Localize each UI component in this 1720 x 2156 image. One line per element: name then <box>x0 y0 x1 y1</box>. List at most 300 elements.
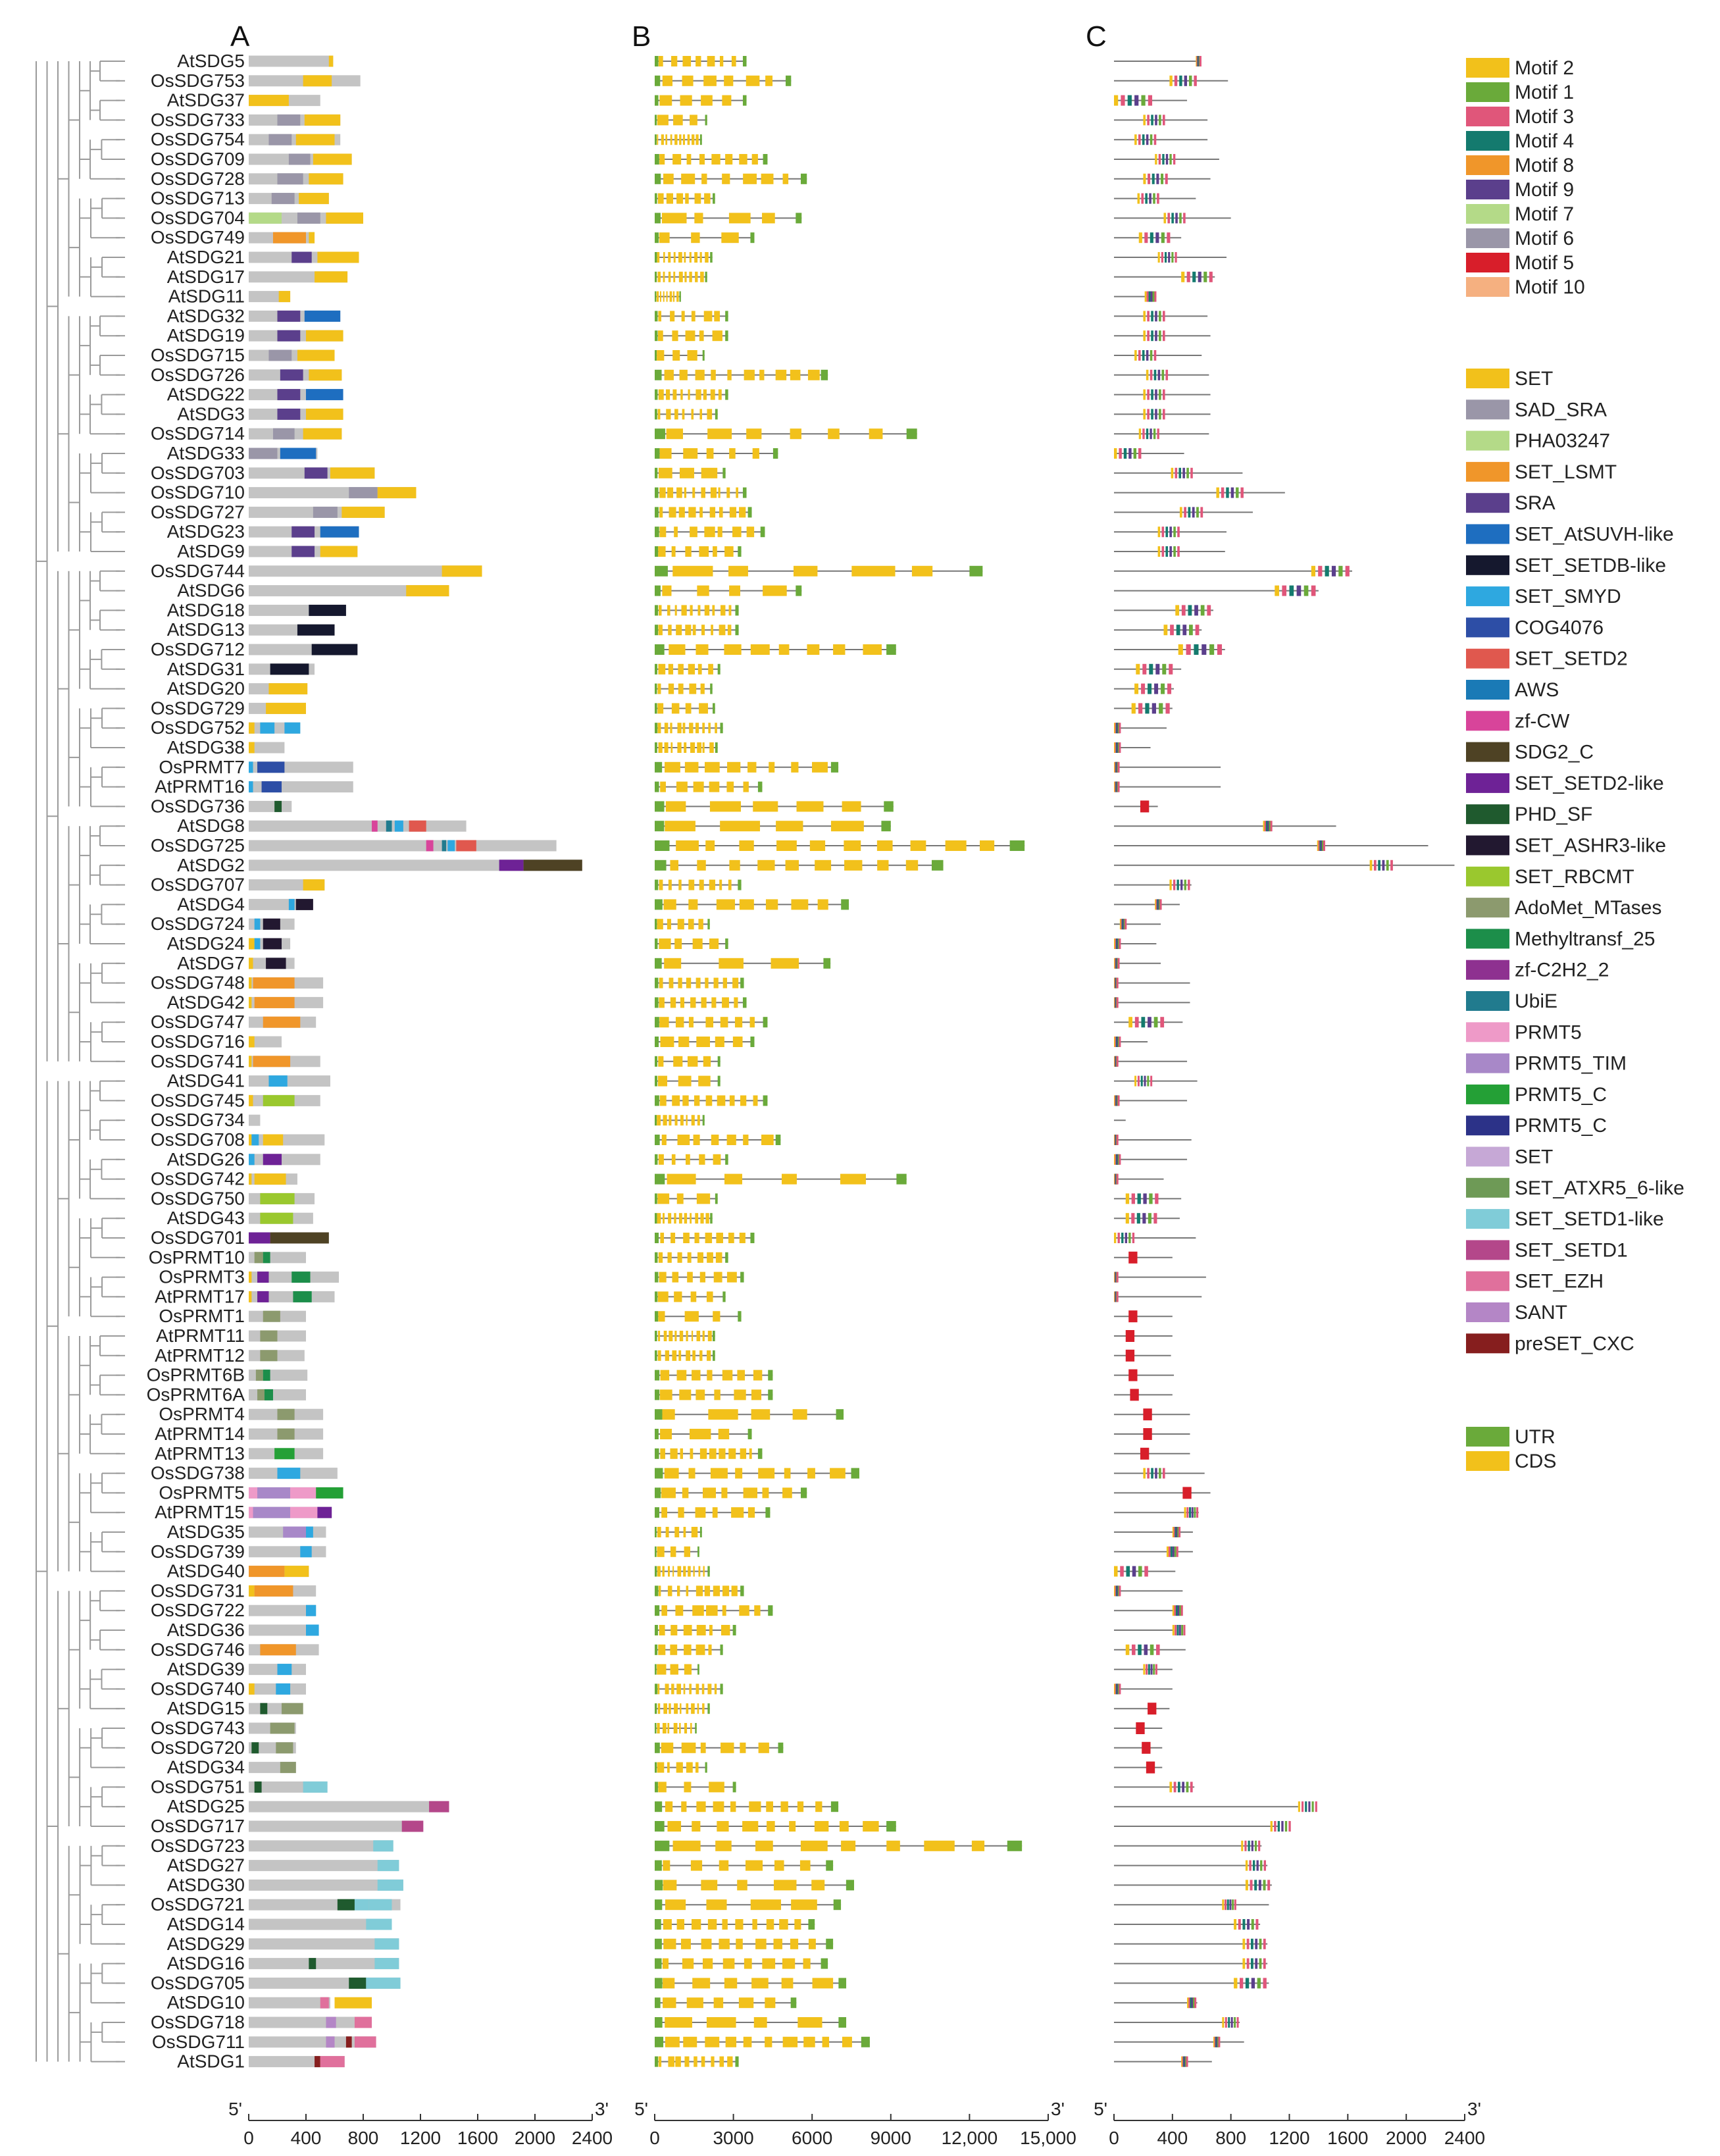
cds-block <box>729 213 751 223</box>
cds-block <box>701 95 713 106</box>
cds-block <box>696 1801 705 1812</box>
cds-block <box>672 1095 680 1106</box>
motif-block <box>1246 1861 1248 1871</box>
motif-block <box>1281 1821 1283 1832</box>
domain-block <box>447 840 455 852</box>
motif-block <box>1253 1861 1255 1871</box>
motif-block <box>1143 1193 1146 1204</box>
domain-swatch <box>1466 1054 1509 1073</box>
utr-block <box>705 115 707 125</box>
cds-block <box>863 644 882 655</box>
utr-block <box>907 428 917 439</box>
utr-block <box>655 468 657 478</box>
cds-block <box>673 1056 682 1067</box>
cds-block <box>774 1880 796 1890</box>
cds-block <box>666 1527 669 1537</box>
utr-block <box>721 1683 723 1694</box>
cds-block <box>669 644 685 655</box>
protein-bar <box>249 1821 411 1832</box>
cds-block <box>699 154 705 165</box>
cds-block <box>702 1703 704 1714</box>
cds-block <box>701 174 707 184</box>
legend <box>1466 57 1684 1472</box>
utr-block <box>705 272 707 282</box>
cds-block <box>786 860 799 871</box>
cds-block <box>716 1233 723 1243</box>
utr-block <box>748 1429 752 1439</box>
motif-swatch <box>1466 58 1509 78</box>
motif-block <box>1114 1233 1116 1243</box>
gene-label: AtSDG5 <box>177 51 245 71</box>
cds-block <box>713 1154 721 1165</box>
motif-block <box>1285 1821 1287 1832</box>
motif-block <box>1248 1841 1250 1851</box>
motif-block <box>1119 1683 1121 1694</box>
cds-block <box>657 1566 661 1577</box>
utr-block <box>715 742 718 753</box>
cds-block <box>705 1213 709 1223</box>
motif-block <box>1304 586 1309 596</box>
cds-block <box>728 1233 734 1243</box>
cds-block <box>782 1959 795 1969</box>
domain-block <box>315 271 347 282</box>
motif-block <box>1134 134 1137 145</box>
cds-block <box>665 134 667 145</box>
cds-block <box>684 1547 690 1557</box>
cds-block <box>807 1468 815 1479</box>
cds-block <box>688 664 695 675</box>
gene-tick-label: 3000 <box>713 2128 754 2148</box>
domain-swatch <box>1466 1147 1509 1167</box>
cds-block <box>708 664 713 675</box>
motif-block <box>1117 1135 1119 1145</box>
cds-block <box>682 76 694 86</box>
cds-block <box>753 1370 762 1381</box>
cds-block <box>686 330 696 341</box>
utr-block <box>722 1291 725 1302</box>
domain-block <box>296 134 335 145</box>
utr-block <box>655 723 657 733</box>
motif-block <box>1138 1645 1142 1655</box>
cds-block <box>912 566 932 577</box>
cds-block <box>813 1978 834 1988</box>
motif-block <box>1124 448 1126 459</box>
cds-block <box>676 1762 683 1773</box>
utr-block <box>655 428 665 439</box>
cds-block <box>671 56 677 66</box>
cds-block <box>696 723 699 733</box>
cds-block <box>678 880 681 890</box>
domain-block <box>273 232 306 244</box>
motif-block <box>1160 899 1162 910</box>
utr-block <box>763 154 768 165</box>
motif-block <box>1121 95 1125 106</box>
utr-block <box>758 1449 763 1459</box>
domain-block <box>260 1193 294 1204</box>
motif-block <box>1234 1978 1237 1988</box>
motif-block <box>1282 586 1286 596</box>
domain-block <box>251 1135 259 1146</box>
cds-block <box>721 605 725 615</box>
domain-block <box>306 1527 313 1538</box>
motif-block <box>1189 1507 1191 1518</box>
utr-block <box>655 919 657 929</box>
utr-block <box>655 330 657 341</box>
domain-block <box>270 1233 329 1244</box>
domain-legend-label: SDG2_C <box>1515 741 1594 763</box>
motif-block <box>1297 586 1302 596</box>
panel-label-b: B <box>632 20 651 53</box>
utr-block <box>776 1135 781 1145</box>
protein-bar <box>249 1135 324 1146</box>
motif-block <box>1154 134 1157 145</box>
cds-block <box>674 1527 679 1537</box>
motif-block <box>1153 1664 1155 1675</box>
cds-block <box>696 978 701 988</box>
domain-block <box>309 1958 316 1969</box>
motif-block <box>1143 115 1146 125</box>
gene-label: OsSDG751 <box>150 1776 245 1797</box>
cds-block <box>657 1664 666 1675</box>
cds-block <box>743 174 757 184</box>
cds-block <box>697 1703 699 1714</box>
utr-block <box>655 644 665 655</box>
domain-block <box>253 1056 291 1067</box>
motif-block <box>1260 1861 1262 1871</box>
motif-block <box>1229 1899 1231 1910</box>
domain-block <box>320 526 359 538</box>
motif-block <box>1141 1017 1145 1027</box>
domain-legend-label: SET_LSMT <box>1515 461 1617 483</box>
gene-label: OsPRMT7 <box>159 756 245 777</box>
utr-block <box>733 1782 736 1792</box>
motif-block <box>1246 1978 1249 1988</box>
motif-block <box>1169 880 1171 890</box>
cds-block <box>684 1723 687 1733</box>
utr-block <box>735 625 738 635</box>
gene-label: AtPRMT14 <box>155 1424 245 1444</box>
motif-block <box>1338 566 1342 577</box>
domain-legend-label: SRA <box>1515 492 1556 515</box>
cds-block <box>690 1429 711 1439</box>
gene-label: OsSDG747 <box>150 1012 245 1033</box>
utr-block <box>655 193 657 204</box>
cds-block <box>698 664 702 675</box>
gene-label: OsSDG709 <box>150 149 245 169</box>
cds-block <box>790 370 801 380</box>
motif-block <box>1242 1919 1245 1930</box>
domain-block <box>330 467 374 478</box>
utr-block <box>740 978 744 988</box>
motif-block <box>1201 605 1205 615</box>
cds-block <box>658 1645 665 1655</box>
cds-block <box>657 272 661 282</box>
cds-block <box>740 1233 746 1243</box>
cds-block <box>749 1449 752 1459</box>
motif-block <box>1128 448 1131 459</box>
motif-block <box>1152 703 1156 713</box>
motif-legend-label: Motif 10 <box>1515 276 1585 298</box>
motif-block <box>1188 880 1190 890</box>
cds-block <box>674 938 682 949</box>
cds-block <box>797 801 824 811</box>
gene-label: OsPRMT4 <box>159 1404 245 1425</box>
cds-block <box>658 664 665 675</box>
cds-block <box>690 605 693 615</box>
utr-block <box>743 56 747 66</box>
domain-block <box>260 723 274 734</box>
motif-block <box>1151 390 1153 400</box>
cds-block <box>779 1919 788 1930</box>
cds-block <box>840 1174 866 1185</box>
cds-block <box>659 1154 664 1165</box>
domain-block <box>303 879 325 890</box>
cds-block <box>692 1978 710 1988</box>
cds-block <box>659 1625 665 1635</box>
cds-block <box>711 1468 728 1479</box>
domain-swatch <box>1466 680 1509 700</box>
utr-block <box>861 2037 870 2047</box>
gene-label: OsPRMT10 <box>148 1246 245 1268</box>
utr-block <box>655 1233 659 1243</box>
cds-block <box>668 2057 674 2067</box>
motif-block <box>1176 1625 1178 1635</box>
utr-block <box>655 526 659 537</box>
motif-block <box>1194 76 1196 86</box>
cds-block <box>672 1154 676 1165</box>
cds-block <box>701 625 705 635</box>
domain-block <box>320 2056 345 2067</box>
utr-block <box>836 1409 844 1420</box>
motif-block <box>1173 1605 1175 1616</box>
cds-block <box>771 958 799 969</box>
motif-block <box>1346 566 1350 577</box>
utr-block <box>655 605 658 615</box>
cds-block <box>663 272 665 282</box>
cds-block <box>812 762 828 773</box>
domain-swatch <box>1466 960 1509 980</box>
utr-block <box>758 782 763 792</box>
utr-block <box>725 311 728 321</box>
cds-block <box>690 742 695 753</box>
motif-block <box>1271 821 1273 831</box>
cds-block <box>697 586 709 596</box>
cds-block <box>665 2017 692 2028</box>
motif-block <box>1171 1547 1173 1557</box>
cds-block <box>663 1115 667 1125</box>
domain-block <box>317 252 359 263</box>
motif-block <box>1142 350 1145 361</box>
motif-block <box>1150 1076 1152 1087</box>
utr-block <box>932 860 944 871</box>
cds-block <box>701 1939 712 1949</box>
cds-block <box>791 1899 817 1910</box>
gene-label: OsSDG733 <box>150 109 245 130</box>
cds-block <box>685 1311 699 1322</box>
cds-block <box>670 1449 677 1459</box>
cds-block <box>692 488 695 498</box>
domain-block <box>257 1291 268 1302</box>
gene-label: AtSDG6 <box>177 580 245 601</box>
gene-label: OsSDG704 <box>150 207 245 228</box>
cds-block <box>790 1939 798 1949</box>
cds-block <box>670 997 676 1008</box>
motif-tick-label: 0 <box>1109 2128 1119 2148</box>
cds-block <box>685 762 699 773</box>
motif-block <box>1164 213 1167 223</box>
gene-label: OsSDG715 <box>150 345 245 365</box>
cds-block <box>721 1017 728 1027</box>
motif-block <box>1255 1841 1257 1851</box>
domain-block <box>317 1507 332 1518</box>
cds-block <box>815 1801 822 1812</box>
motif-block <box>1263 1978 1267 1988</box>
domain-block <box>278 389 301 400</box>
motif-block <box>1201 644 1206 655</box>
domain-block <box>249 1233 270 1244</box>
cds-block <box>699 1154 705 1165</box>
domain-block <box>260 1703 267 1714</box>
domain-block <box>257 1271 268 1283</box>
cds-block <box>705 605 709 615</box>
utr-block <box>715 1193 718 1204</box>
motif-block <box>1194 644 1198 655</box>
cds-block <box>753 801 778 811</box>
motif-tick-label: 400 <box>1157 2128 1188 2148</box>
cds-block <box>727 1135 736 1145</box>
utr-block <box>710 1213 713 1223</box>
motif-block <box>1158 546 1161 557</box>
cds-block <box>658 1350 661 1361</box>
motif-block <box>1370 860 1373 871</box>
utr-block <box>655 1135 660 1145</box>
cds-block <box>669 880 672 890</box>
utr-block <box>655 1507 659 1518</box>
motif-block <box>1176 1547 1178 1557</box>
cds-block <box>663 252 665 263</box>
utr-block <box>655 1782 658 1792</box>
motif-block <box>1120 1566 1124 1577</box>
motif-block <box>1227 1899 1229 1910</box>
utr-block <box>655 1939 662 1949</box>
motif-block <box>1114 1566 1118 1577</box>
motif-tick-label: 800 <box>1215 2128 1247 2148</box>
domain-swatch <box>1466 711 1509 731</box>
domain-block <box>366 1919 392 1930</box>
cds-block <box>714 1997 723 2008</box>
motif-block <box>1161 232 1165 243</box>
cds-block <box>662 586 671 596</box>
utr-block <box>713 193 715 204</box>
utr-block <box>801 1487 807 1498</box>
utr-block <box>841 899 849 910</box>
domain-block <box>291 1271 310 1283</box>
cds-block <box>747 762 756 773</box>
domain-block <box>283 1527 306 1538</box>
cds-block <box>696 56 701 66</box>
protein-bar <box>249 2017 372 2028</box>
cds-block <box>688 390 690 400</box>
cds-block <box>657 1527 661 1537</box>
gene-label: OsSDG731 <box>150 1580 245 1601</box>
utr-block <box>748 507 752 517</box>
motif-block <box>1251 1959 1253 1969</box>
motif-block <box>1173 880 1175 890</box>
motif-block <box>1175 605 1179 615</box>
utr-block <box>713 1331 715 1341</box>
motif-block <box>1155 154 1157 165</box>
gene-label: AtSDG9 <box>177 541 245 561</box>
cds-block <box>688 1056 697 1067</box>
cds-block <box>710 801 741 811</box>
utr-block <box>655 1861 662 1871</box>
domain-legend-label: PRMT5_TIM <box>1515 1052 1627 1075</box>
cds-block <box>658 311 661 321</box>
cds-block <box>754 1605 760 1616</box>
cds-block <box>682 311 685 321</box>
utr-block <box>655 1959 662 1969</box>
protein-bar <box>249 1840 393 1851</box>
utr-block <box>655 703 657 713</box>
gene-label: OsSDG703 <box>150 462 245 483</box>
motif-block <box>1158 252 1160 263</box>
motif-block <box>1151 311 1153 321</box>
motif-block <box>1151 330 1153 341</box>
domain-block <box>306 1605 316 1616</box>
cds-block <box>744 1959 752 1969</box>
utr-block <box>655 1331 657 1341</box>
cds-block <box>685 625 691 635</box>
domain-swatch <box>1466 1333 1509 1353</box>
motif-block <box>1126 1350 1134 1362</box>
cds-block <box>794 1919 801 1930</box>
cds-block <box>692 1115 695 1125</box>
cds-block <box>727 762 740 773</box>
motif-swatch <box>1466 131 1509 151</box>
cds-block <box>710 507 715 517</box>
cds-block <box>684 1664 692 1675</box>
cds-block <box>692 1821 700 1832</box>
cds-block <box>729 605 732 615</box>
domain-block <box>249 1291 251 1302</box>
gene-label: OsSDG740 <box>150 1678 245 1699</box>
utr-block <box>750 1037 754 1047</box>
domain-block <box>249 761 253 773</box>
utr-block <box>655 1468 663 1479</box>
utr-block <box>655 1487 661 1498</box>
cds-block <box>719 488 721 498</box>
motif-block <box>1126 1193 1129 1204</box>
cds-block <box>663 1213 665 1223</box>
motif-block <box>1142 134 1145 145</box>
motif-block <box>1128 1370 1137 1381</box>
motif-block <box>1145 193 1148 204</box>
domain-legend-label: SAD_SRA <box>1515 399 1607 421</box>
motif-block <box>1145 703 1149 713</box>
domain-legend-label: SET_ASHR3-like <box>1515 834 1667 857</box>
cds-block <box>791 899 808 910</box>
gene-structure-panel <box>655 56 1024 2067</box>
cds-block <box>684 1782 691 1792</box>
motif-block <box>1186 1507 1188 1518</box>
motif-block <box>1290 586 1294 596</box>
cds-block <box>675 1115 678 1125</box>
cds-block <box>727 370 731 380</box>
cds-block <box>693 625 696 635</box>
cds-block <box>709 1782 724 1792</box>
cds-block <box>686 1703 688 1714</box>
cds-block <box>746 76 760 86</box>
